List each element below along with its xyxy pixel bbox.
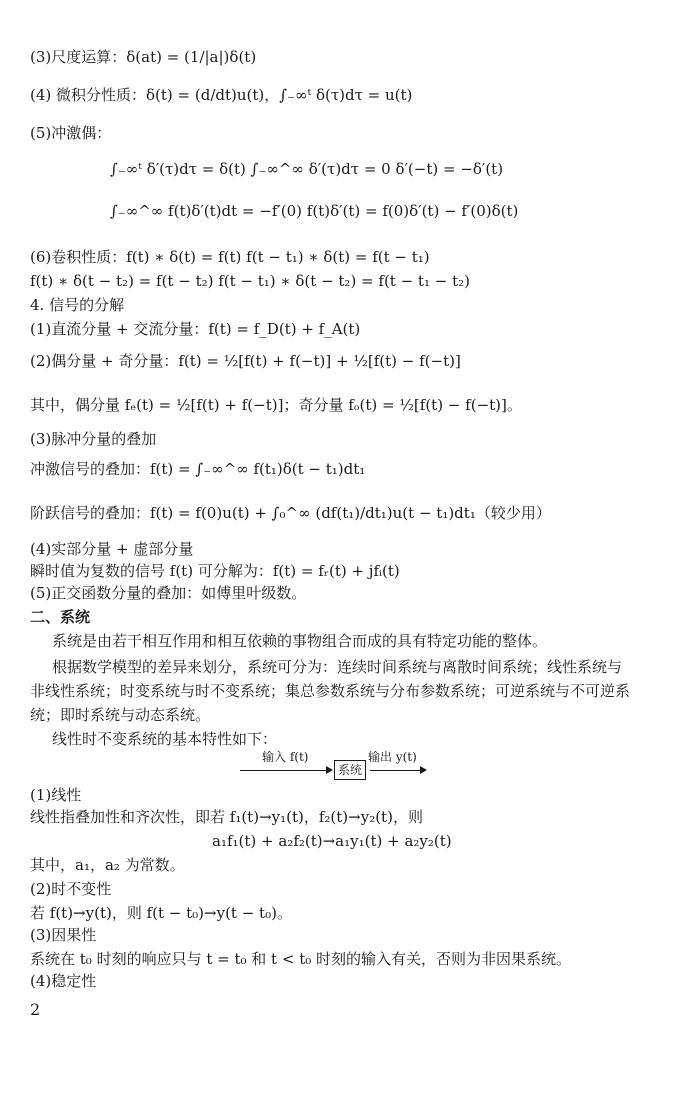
orthogonal-components: (5)正交函数分量的叠加：如傅里叶级数。 (30, 584, 307, 602)
system-classification-2: 非线性系统；时变系统与时不变系统；集总参数系统与分布参数系统；可逆系统与不可逆系 (30, 682, 631, 700)
diagram-system-box: 系统 (334, 760, 366, 780)
doublet-heading: (5)冲激偶： (30, 124, 112, 142)
scaling-property: (3)尺度运算：δ(at) = (1/|a|)δ(t) (30, 48, 257, 66)
impulse-components-heading: (3)脉冲分量的叠加 (30, 430, 157, 448)
impulse-superposition: 冲激信号的叠加：f(t) = ∫₋∞^∞ f(t₁)δ(t − t₁)dt₁ (30, 460, 366, 478)
even-odd-decomposition: (2)偶分量 + 奇分量：f(t) = ½[f(t) + f(−t)] + ½[f(t) − f(−t)] (30, 352, 461, 370)
constants-note: 其中，a₁，a₂ 为常数。 (30, 856, 185, 874)
doublet-formulas-1: ∫₋∞ᵗ δ′(τ)dτ = δ(t) ∫₋∞^∞ δ′(τ)dτ = 0 δ′(−t) = −δ′(t) (110, 160, 504, 178)
doublet-formulas-2: ∫₋∞^∞ f(t)δ′(t)dt = −f′(0) f(t)δ′(t) = f(0)δ′(t) − f′(0)δ(t) (110, 202, 519, 220)
input-arrow-icon (326, 766, 333, 774)
time-invariance-definition: 若 f(t)→y(t)，则 f(t − t₀)→y(t − t₀)。 (30, 904, 292, 922)
diagram-output-label: 输出 y(t) (368, 750, 417, 764)
diagram-input-label: 输入 f(t) (262, 750, 309, 764)
calculus-property: (4) 微积分性质：δ(t) = (d/dt)u(t)，∫₋∞ᵗ δ(τ)dτ = u(t) (30, 86, 413, 104)
linearity-definition: 线性指叠加性和齐次性，即若 f₁(t)→y₁(t)，f₂(t)→y₂(t)，则 (30, 808, 423, 826)
stability-heading: (4)稳定性 (30, 972, 97, 990)
system-block-diagram (240, 748, 430, 782)
even-odd-definition: 其中，偶分量 fₑ(t) = ½[f(t) + f(−t)]；奇分量 fₒ(t) = ½[f(t) − f(−t)]。 (30, 396, 522, 414)
system-classification-3: 统；即时系统与动态系统。 (30, 706, 211, 724)
system-classification-1: 根据数学模型的差异来划分，系统可分为：连续时间系统与离散时间系统；线性系统与 (52, 658, 623, 676)
causality-definition: 系统在 t₀ 时刻的响应只与 t = t₀ 和 t < t₀ 时刻的输入有关，否则为非因果系统。 (30, 950, 571, 968)
output-arrow-icon (420, 766, 427, 774)
real-imag-decomposition: 瞬时值为复数的信号 f(t) 可分解为：f(t) = fᵣ(t) + jfᵢ(t) (30, 562, 400, 580)
dc-ac-decomposition: (1)直流分量 + 交流分量：f(t) = f_D(t) + f_A(t) (30, 320, 361, 338)
step-superposition: 阶跃信号的叠加：f(t) = f(0)u(t) + ∫₀^∞ (df(t₁)/dt₁)u(t − t₁)dt₁（较少用） (30, 504, 551, 522)
linearity-heading: (1)线性 (30, 786, 82, 804)
convolution-property: (6)卷积性质：f(t) ∗ δ(t) = f(t) f(t − t₁) ∗ δ(t) = f(t − t₁) (30, 248, 430, 266)
output-arrow-line (370, 770, 422, 771)
causality-heading: (3)因果性 (30, 926, 97, 944)
input-arrow-line (240, 770, 328, 771)
linearity-formula: a₁f₁(t) + a₂f₂(t)→a₁y₁(t) + a₂y₂(t) (212, 832, 452, 850)
page-number: 2 (30, 1000, 41, 1019)
section-heading-decomposition: 4. 信号的分解 (30, 296, 125, 314)
time-invariance-heading: (2)时不变性 (30, 880, 112, 898)
lti-properties-intro: 线性时不变系统的基本特性如下： (52, 730, 278, 748)
convolution-property-2: f(t) ∗ δ(t − t₂) = f(t − t₂) f(t − t₁) ∗ δ(t − t₂) = f(t − t₁ − t₂) (30, 272, 470, 290)
real-imag-heading: (4)实部分量 + 虚部分量 (30, 540, 194, 558)
section-heading-system: 二、系统 (30, 608, 91, 626)
system-definition: 系统是由若干相互作用和相互依赖的事物组合而成的具有特定功能的整体。 (52, 632, 548, 650)
